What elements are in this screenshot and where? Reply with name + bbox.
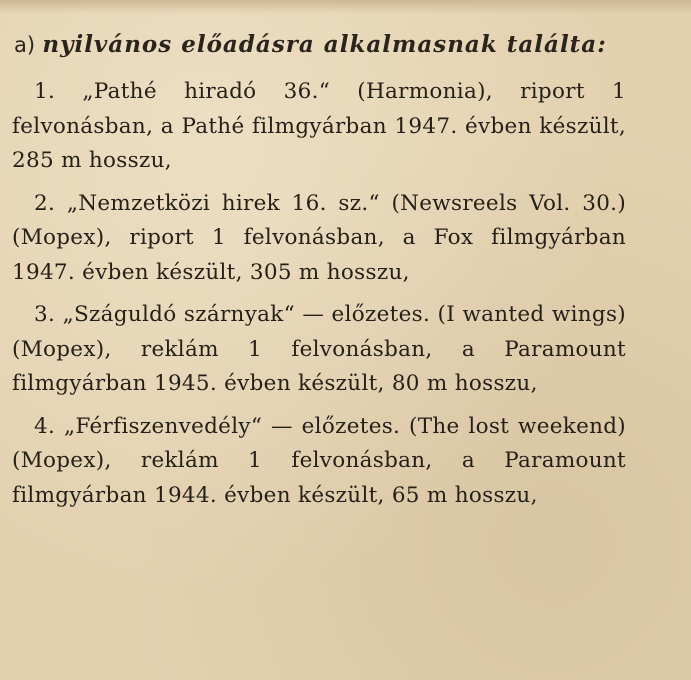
item-number: 2. bbox=[34, 190, 56, 216]
item-number: 4. bbox=[34, 413, 56, 439]
section-heading: nyilvános előadásra alkalmasnak találta: bbox=[42, 31, 607, 58]
item-number: 1. bbox=[34, 79, 56, 104]
item-text: „Száguldó szárnyak“ — előzetes. (I wanted wings) (Mopex), reklám 1 felvonásban, a Paramount filmgyárban 1945. évben készült, 80 m hosszu, bbox=[12, 302, 626, 396]
item-text: „Pathé hiradó 36.“ (Harmonia), riport 1 felvonásban, a Pathé filmgyárban 1947. évben készült, 285 m hosszu, bbox=[12, 79, 626, 173]
item-text: „Nemzetközi hirek 16. sz.“ (Newsreels Vol. 30.) (Mopex), riport 1 felvonásban, a Fox filmgyárban 1947. évben készült, 305 m hosszu, bbox=[12, 190, 627, 285]
film-item-3 bbox=[12, 298, 626, 402]
film-list bbox=[12, 75, 626, 521]
film-item-4 bbox=[12, 410, 626, 514]
section-intro bbox=[14, 30, 674, 60]
item-text: „Férfiszenvedély“ — előzetes. (The lost weekend) (Mopex), reklám 1 felvonásban, a Paramount filmgyárban 1944. évben készült, 65 m hosszu, bbox=[12, 413, 626, 508]
item-number: 3. bbox=[34, 302, 56, 327]
film-item-2 bbox=[12, 187, 626, 291]
film-item-1 bbox=[12, 75, 626, 179]
section-marker: a) bbox=[14, 33, 36, 57]
page-edge bbox=[0, 0, 691, 14]
